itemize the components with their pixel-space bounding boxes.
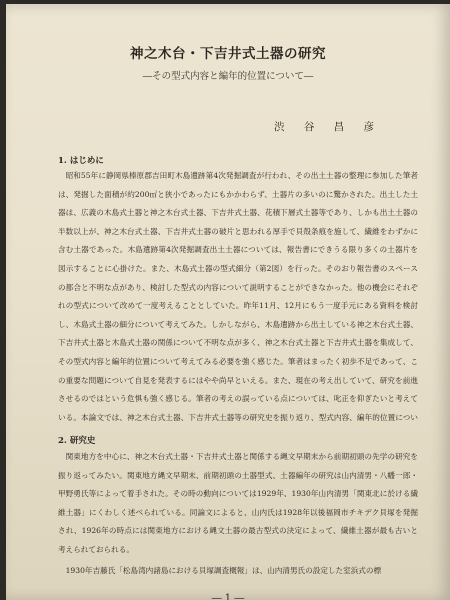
section-heading-introduction: 1. はじめに <box>58 156 104 166</box>
section-body-introduction: 昭和55年に静岡県榛原郡吉田町木島遺跡第4次発掘調査が行われ、その出土土器の整理に参加した筆者は、発掘した面積が約200㎡と狭小であったにもかかわらず、土器片の多いのに驚かされた。出土した土器は、広義の木島式土器と神之木台式土器、下吉井式土器、花積下層式土器等であり、しかも出土土器の半数以上が、神之木台式土器、下吉井式土器の破片と思われる厚手で貝殻条痕を施して、繊維をわずかに含む土器であった。木島遺跡第4次発掘調査出土土器については、報告書にできうる限り多くの土器片を図示することに心掛けた。また、木島式土器の型式細分（第2図）を行った。そのおり報告書のスペースの都合と不明な点があり、検討した型式の内容について説明することができなかった。他の機会にそれぞれの型式について改めて一度考えることとしていた。昨年11月、12月にもう一度手元にある資料を検討し、木島式土器の細分について考えてみた。しかしながら、木島遺跡から出土している神之木台式土器、下吉井式土器と木島式土器の関係について不明な点が多く、神之木台式土器と下吉井式土器を集成して、その型式内容と編年的位置について考えてみる必要を強く感じた。筆者はまったく初歩不足であって、この重要な問題について自見を発表するにはやや尚早といえる。また、現在の考え出していて、研究を前進させるのではという危惧も強く感じる。筆者の考えの誤っている点については、叱正を仰ぎたいと考えている。本論文では、神之木台式土器、下吉井式土器等の研究史を振り返り、型式内容、編年的位置につい <box>58 171 418 422</box>
author-name: 渋 谷 昌 彦 <box>274 121 383 133</box>
section-body-continuation: 1930年吉藤氏「松島湾内諸島における貝塚調査概報」は、山内清男氏の設定した室浜式の標 <box>65 566 382 575</box>
section-heading-research-history: 2. 研究史 <box>58 436 96 446</box>
page-number: ― 1 ― <box>211 593 245 600</box>
article-title: 神之木台・下吉井式土器の研究 <box>130 46 326 62</box>
book-page <box>6 4 450 600</box>
section-body-research-history: 関東地方を中心に、神之木台式土器・下吉井式土器と関係する縄文早期末から前期初頭の先学の研究を振り返ってみたい。関東地方縄文早期末、前期初頭の土器型式、土器編年の研究は山内清男・八幡一郎・甲野勇氏等によって着手された。その時の動向については1929年、1930年山内清男「関東北に於ける繊維土器」にくわしく述べられている。同論文によると、山内氏は1928年以後福岡市チキデク貝塚を発掘され、1926年の時点には関東地方における縄文土器の最古型式の決定によって、繊維土器が最も古いと考えられておられる。 <box>58 452 418 554</box>
article-subtitle: ―その型式内容と編年的位置について― <box>142 71 314 82</box>
